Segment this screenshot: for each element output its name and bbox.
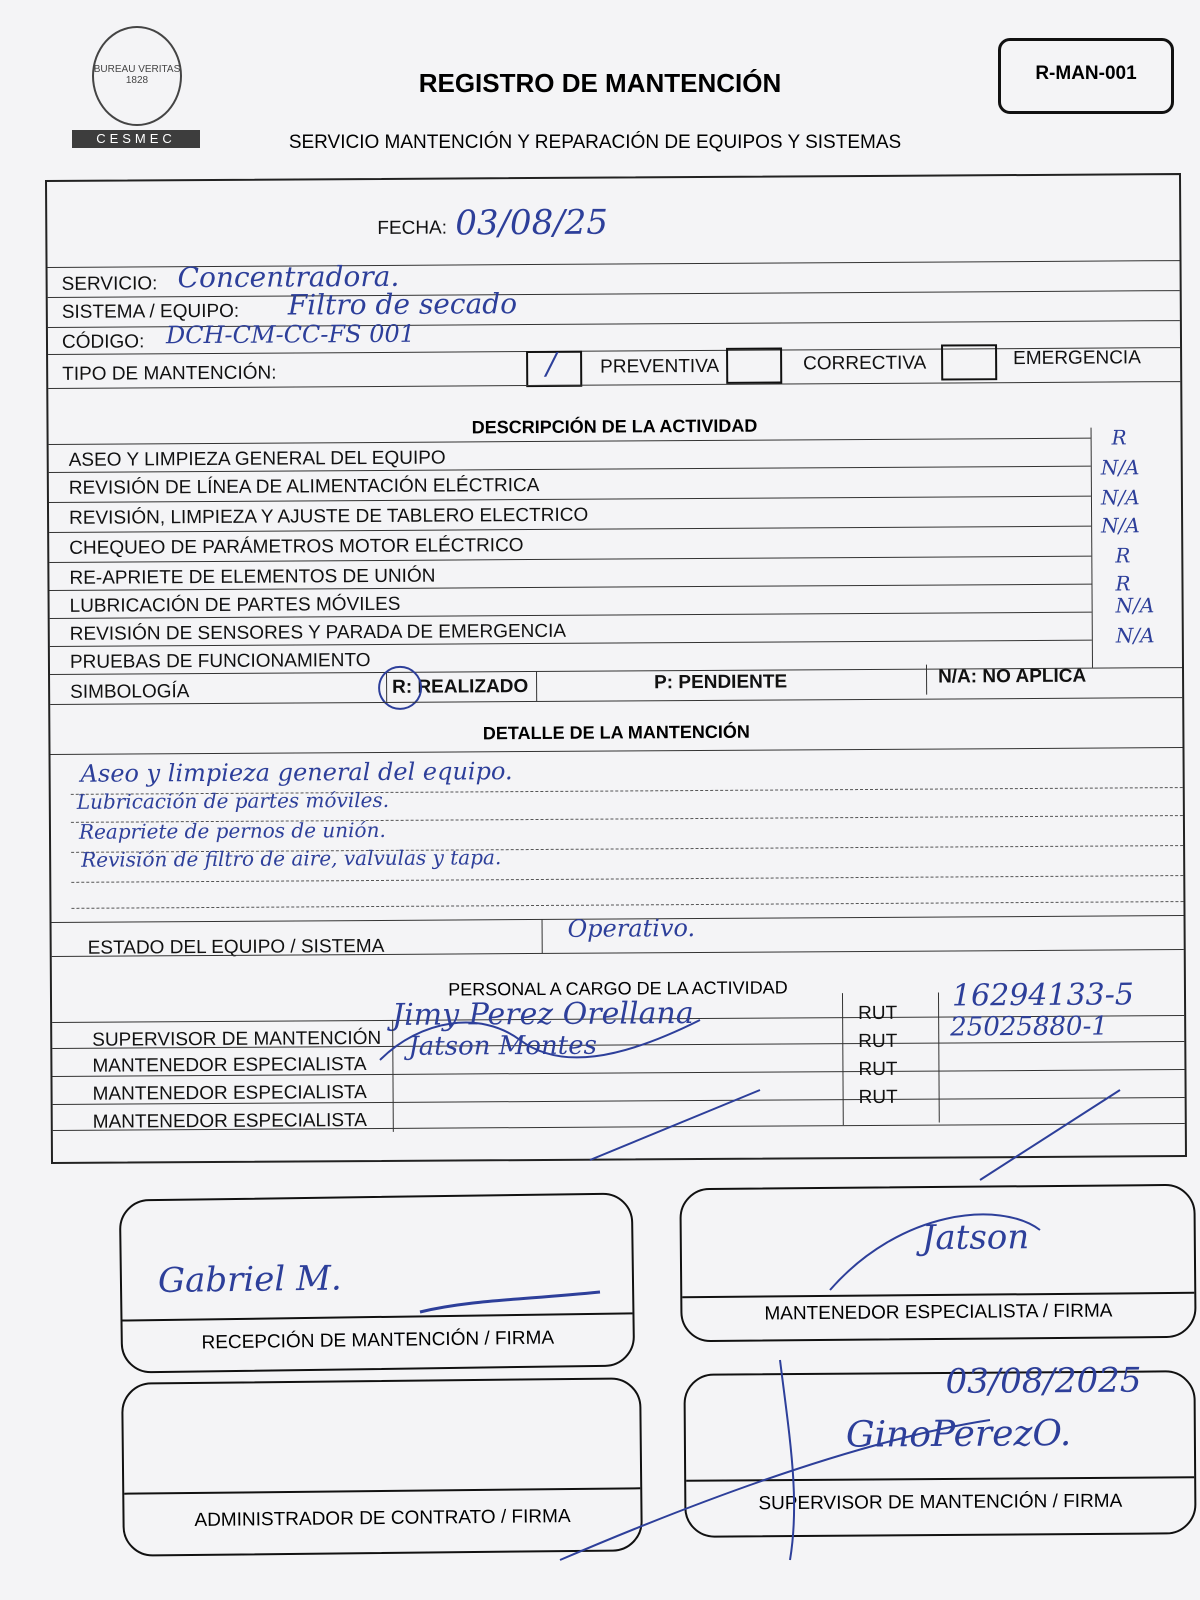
personal-role: MANTENEDOR ESPECIALISTA (92, 1110, 367, 1133)
activity-status[interactable]: N/A (1100, 455, 1140, 480)
form-code: R-MAN-001 (998, 38, 1174, 114)
personal-section-title: PERSONAL A CARGO DE LA ACTIVIDAD (448, 977, 788, 1000)
activity-item: LUBRICACIÓN DE PARTES MÓVILES (69, 593, 401, 617)
recepcion-label: RECEPCIÓN DE MANTENCIÓN / FIRMA (201, 1327, 555, 1354)
tipo-label: TIPO DE MANTENCIÓN: (62, 362, 277, 385)
recepcion-signature: Gabriel M. (157, 1258, 342, 1302)
activity-item: REVISIÓN, LIMPIEZA Y AJUSTE DE TABLERO ELECTRICO (69, 504, 589, 529)
activity-status[interactable]: R (1115, 571, 1131, 596)
detalle-line[interactable]: Revisión de filtro de aire, valvulas y tapa. (81, 845, 502, 872)
form-subtitle: SERVICIO MANTENCIÓN Y REPARACIÓN DE EQUIPOS Y SISTEMAS (288, 132, 902, 153)
sistema-value[interactable]: Filtro de secado (287, 287, 518, 322)
correctiva-label: CORRECTIVA (803, 352, 927, 375)
brand-name: CESMEC (72, 130, 200, 148)
mantenedor-label: MANTENEDOR ESPECIALISTA / FIRMA (764, 1300, 1113, 1325)
supervisor-signature: GinoPerezO. (845, 1413, 1072, 1456)
rut-label: RUT (858, 1058, 898, 1081)
servicio-value[interactable]: Concentradora. (177, 259, 400, 295)
activity-status[interactable]: R (1111, 425, 1127, 450)
simbologia-no-aplica: N/A: NO APLICA (937, 665, 1087, 688)
codigo-value[interactable]: DCH-CM-CC-FS 001 (165, 319, 416, 350)
preventiva-check-mark: / (546, 346, 557, 382)
activity-item: REVISIÓN DE SENSORES Y PARADA DE EMERGENCIA (69, 620, 567, 645)
activity-status[interactable]: N/A (1115, 623, 1155, 648)
activity-item: PRUEBAS DE FUNCIONAMIENTO (69, 650, 371, 673)
personal-name[interactable]: Jimy Perez Orellana (392, 996, 694, 1033)
rut-label: RUT (858, 1002, 898, 1025)
mantenedor-signature: Jatson (921, 1217, 1030, 1259)
detalle-section-title: DETALLE DE LA MANTENCIÓN (482, 721, 750, 744)
estado-label: ESTADO DEL EQUIPO / SISTEMA (87, 935, 385, 959)
rut-label: RUT (858, 1086, 898, 1109)
emergencia-label: EMERGENCIA (1013, 347, 1141, 370)
servicio-label: SERVICIO: (61, 273, 158, 295)
detalle-line[interactable]: Reapriete de pernos de unión. (78, 817, 386, 844)
activity-item: CHEQUEO DE PARÁMETROS MOTOR ELÉCTRICO (69, 535, 524, 559)
activity-item: REVISIÓN DE LÍNEA DE ALIMENTACIÓN ELÉCTRICA (68, 474, 540, 499)
detalle-line[interactable]: Aseo y limpieza general del equipo. (80, 757, 513, 788)
activity-item: ASEO Y LIMPIEZA GENERAL DEL EQUIPO (68, 447, 446, 471)
simbologia-pendiente: P: PENDIENTE (654, 671, 788, 694)
administrador-label: ADMINISTRADOR DE CONTRATO / FIRMA (194, 1506, 571, 1531)
activity-section-title: DESCRIPCIÓN DE LA ACTIVIDAD (471, 415, 758, 438)
activity-status[interactable]: N/A (1100, 485, 1140, 510)
form-title: REGISTRO DE MANTENCIÓN (418, 68, 782, 98)
estado-value[interactable]: Operativo. (567, 914, 696, 943)
personal-role: MANTENEDOR ESPECIALISTA (92, 1054, 367, 1077)
personal-role: SUPERVISOR DE MANTENCIÓN (92, 1027, 382, 1051)
preventiva-label: PREVENTIVA (600, 355, 720, 378)
activity-status[interactable]: N/A (1115, 593, 1155, 618)
rut-label: RUT (858, 1030, 898, 1053)
seal-text: BUREAU VERITAS 1828 (93, 64, 181, 86)
fecha-value[interactable]: 03/08/25 (455, 202, 609, 244)
fecha-label: FECHA: (377, 217, 448, 239)
activity-item: RE-APRIETE DE ELEMENTOS DE UNIÓN (69, 565, 436, 589)
detalle-line[interactable]: Lubricación de partes móviles. (76, 787, 390, 814)
activity-status[interactable]: N/A (1101, 513, 1140, 538)
sistema-label: SISTEMA / EQUIPO: (61, 300, 240, 323)
supervisor-signature-date: 03/08/2025 (945, 1360, 1142, 1402)
activity-status[interactable]: R (1115, 543, 1131, 568)
supervisor-label: SUPERVISOR DE MANTENCIÓN / FIRMA (758, 1490, 1123, 1515)
personal-role: MANTENEDOR ESPECIALISTA (92, 1082, 367, 1105)
personal-rut[interactable]: 25025880-1 (950, 1011, 1108, 1043)
codigo-label: CÓDIGO: (61, 331, 145, 353)
simbologia-realizado: R: REALIZADO (392, 676, 529, 698)
personal-rut[interactable]: 16294133-5 (951, 977, 1135, 1014)
simbologia-label: SIMBOLOGÍA (70, 681, 190, 703)
personal-name[interactable]: Jatson Montes (408, 1030, 597, 1062)
